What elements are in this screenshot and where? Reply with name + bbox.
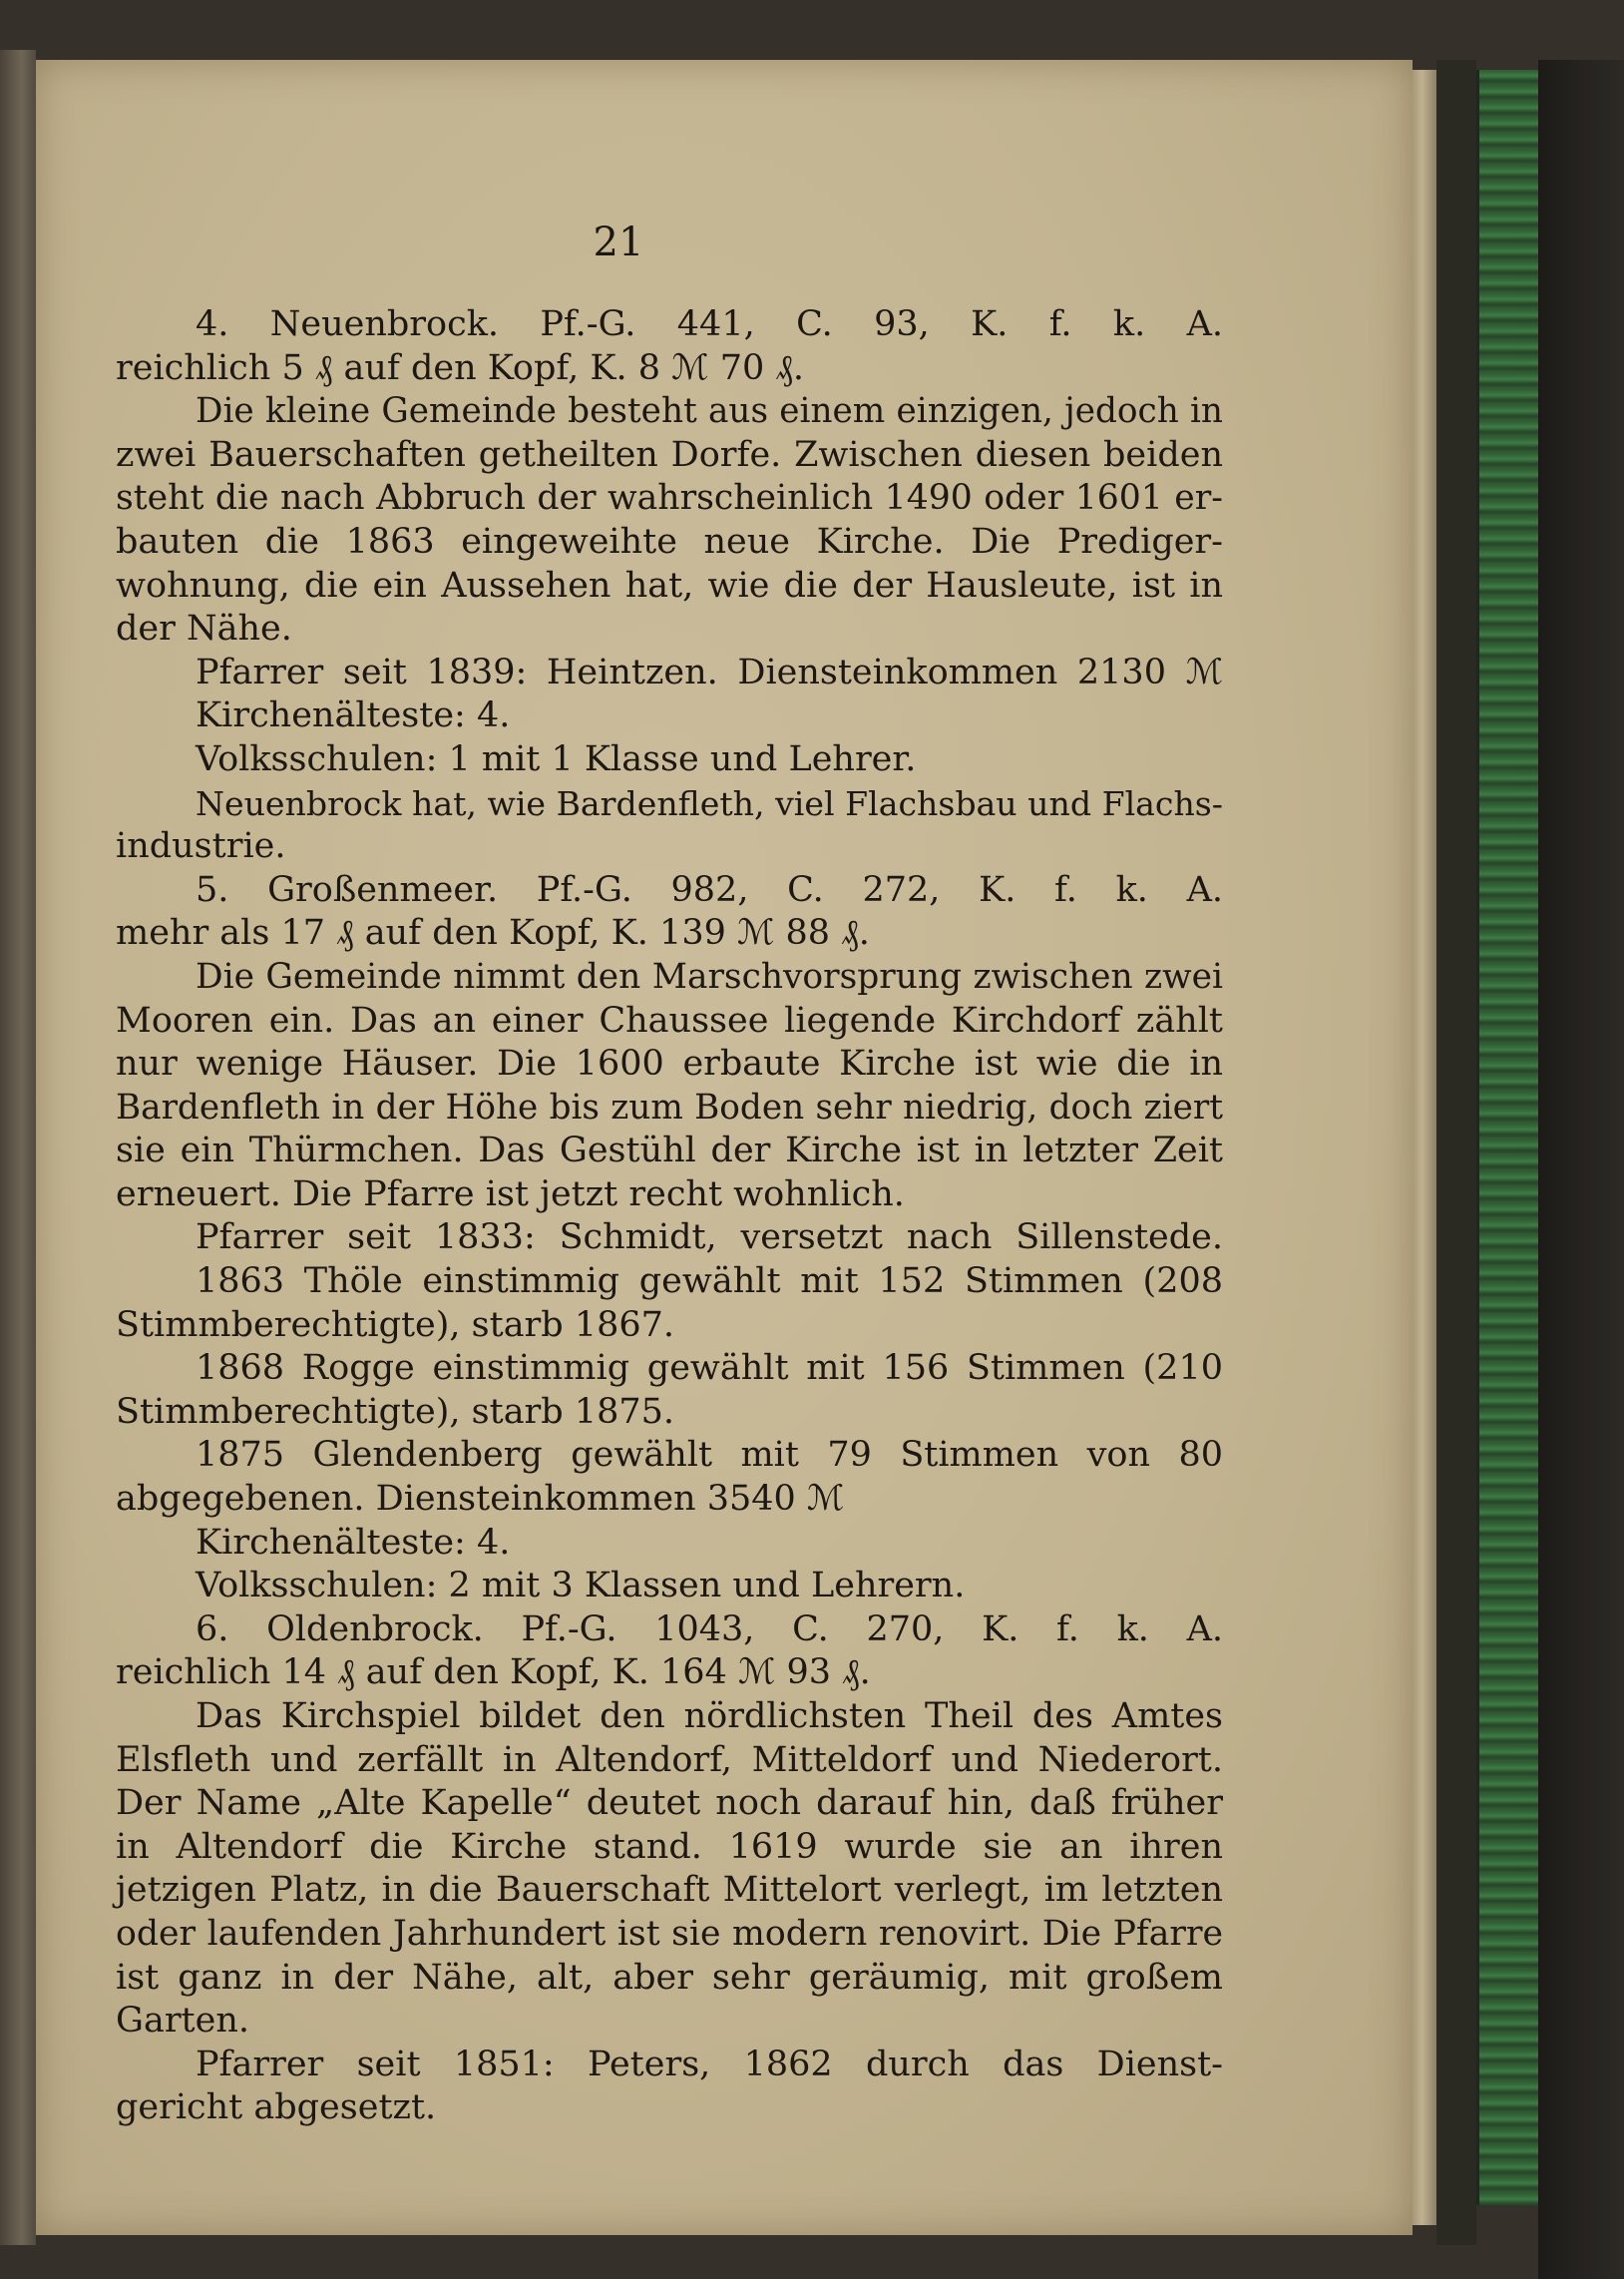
text-line: ist ganz in der Nähe, alt, aber sehr geräumig, mit großem <box>116 1957 1223 1998</box>
text-line: 1868 Rogge einstimmig gewählt mit 156 Stimmen (210 <box>196 1348 1223 1389</box>
text-line: mehr als 17 ₰ auf den Kopf, K. 139 ℳ 88 ₰. <box>116 913 870 954</box>
text-line: steht die nach Abbruch der wahrscheinlich 1490 oder 1601 er- <box>116 478 1223 519</box>
text-line: Kirchenälteste: 4. <box>196 695 511 736</box>
text-line: Volksschulen: 1 mit 1 Klasse und Lehrer. <box>196 738 917 779</box>
text-line: 4. Neuenbrock. Pf.-G. 441, C. 93, K. f. k. A. <box>196 304 1223 344</box>
text-line: Stimmberechtigte), starb 1875. <box>116 1391 675 1432</box>
text-line: erneuert. Die Pfarre ist jetzt recht wohnlich. <box>116 1173 905 1214</box>
text-line: reichlich 5 ₰ auf den Kopf, K. 8 ℳ 70 ₰. <box>116 347 805 388</box>
text-line: Die kleine Gemeinde besteht aus einem einzigen, jedoch in <box>196 391 1223 432</box>
text-line: 1875 Glendenberg gewählt mit 79 Stimmen von 80 <box>196 1435 1223 1476</box>
text-line: Neuenbrock hat, wie Bardenfleth, viel Flachsbau und Flachs- <box>196 783 1223 823</box>
page-number: 21 <box>593 220 644 265</box>
text-line: Pfarrer seit 1839: Heintzen. Diensteinkommen 2130 ℳ <box>196 652 1223 692</box>
text-line: sie ein Thürmchen. Das Gestühl der Kirche ist in letzter Zeit <box>116 1131 1223 1171</box>
text-line: wohnung, die ein Aussehen hat, wie die der Hausleute, ist in <box>116 565 1223 606</box>
text-line: bauten die 1863 eingeweihte neue Kirche. Die Prediger- <box>116 521 1223 562</box>
text-line: Volksschulen: 2 mit 3 Klassen und Lehrern. <box>196 1566 966 1606</box>
text-line: Kirchenälteste: 4. <box>196 1522 511 1563</box>
text-line: Elsfleth und zerfällt in Altendorf, Mitteldorf und Niederort. <box>116 1739 1223 1780</box>
text-line: in Altendorf die Kirche stand. 1619 wurde sie an ihren <box>116 1826 1223 1867</box>
cover-shadow <box>1538 60 1624 2279</box>
text-line: Bardenfleth in der Höhe bis zum Boden sehr niedrig, doch ziert <box>116 1087 1223 1128</box>
text-line: industrie. <box>116 826 286 867</box>
page-stack-edge <box>1413 70 1436 2225</box>
text-line: Stimmberechtigte), starb 1867. <box>116 1304 675 1345</box>
text-line: abgegebenen. Diensteinkommen 3540 ℳ <box>116 1479 845 1520</box>
text-line: Pfarrer seit 1833: Schmidt, versetzt nach Sillenstede. <box>196 1217 1223 1258</box>
text-line: Garten. <box>116 2001 250 2042</box>
green-cover-edge <box>1476 70 1541 2205</box>
left-page-edge <box>0 50 36 2245</box>
text-line: jetzigen Platz, in die Bauerschaft Mittelort verlegt, im letzten <box>116 1870 1223 1911</box>
text-line: zwei Bauerschaften getheilten Dorfe. Zwischen diesen beiden <box>116 434 1223 475</box>
text-line: nur wenige Häuser. Die 1600 erbaute Kirche ist wie die in <box>116 1044 1223 1085</box>
text-line: Die Gemeinde nimmt den Marschvorsprung zwischen zwei <box>196 956 1223 997</box>
text-block <box>116 303 1223 2130</box>
text-line: Der Name „Alte Kapelle“ deutet noch darauf hin, daß früher <box>116 1783 1223 1824</box>
text-line: reichlich 14 ₰ auf den Kopf, K. 164 ℳ 93 ₰. <box>116 1652 871 1693</box>
text-line: 6. Oldenbrock. Pf.-G. 1043, C. 270, K. f. k. A. <box>196 1608 1223 1649</box>
text-line: gericht abgesetzt. <box>116 2087 437 2128</box>
text-line: 5. Großenmeer. Pf.-G. 982, C. 272, K. f. k. A. <box>196 869 1223 910</box>
text-line: oder laufenden Jahrhundert ist sie modern renovirt. Die Pfarre <box>116 1913 1223 1954</box>
text-line: Pfarrer seit 1851: Peters, 1862 durch das Dienst- <box>196 2044 1223 2084</box>
book-page <box>36 60 1413 2235</box>
text-line: 1863 Thöle einstimmig gewählt mit 152 Stimmen (208 <box>196 1261 1223 1302</box>
text-line: Das Kirchspiel bildet den nördlichsten Theil des Amtes <box>196 1696 1223 1736</box>
binding-strip <box>1436 60 1476 2245</box>
text-line: Mooren ein. Das an einer Chaussee liegende Kirchdorf zählt <box>116 1000 1223 1041</box>
text-line: der Nähe. <box>116 609 292 650</box>
